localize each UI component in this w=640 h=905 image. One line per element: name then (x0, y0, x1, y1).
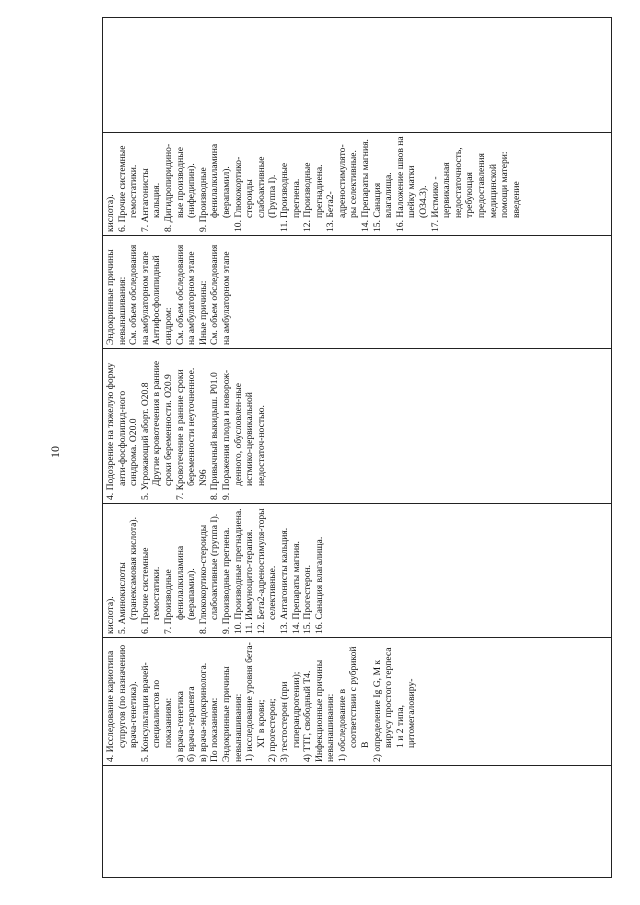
table-line: 5. Консультации врачей-специалистов по показаниям: (139, 662, 174, 762)
table-line: 14. Препараты магния. (360, 139, 372, 232)
table-line: Эндокринные причины невынашивания: (105, 249, 128, 345)
table-line: 6. Прочие системные гемостатики. (116, 145, 140, 232)
cell-treatment-b (103, 133, 612, 236)
table-line: 15. Прогестерон. (302, 564, 314, 634)
table-line: См. объем обследования на амбулаторном этапе (174, 244, 198, 345)
table-line: См. объем обследования на амбулаторном этапе (209, 244, 232, 345)
rotated-table-container (102, 18, 612, 878)
table-line: 3) тестостерон (при гиперандрогении); (278, 671, 302, 762)
cell-diagnoses (103, 349, 612, 504)
table-line: См. объем обследования на амбулаторном этапе (128, 244, 151, 345)
table-line: 7. Антагонисты кальция. (139, 168, 163, 232)
table-line: По показаниям: (209, 697, 221, 762)
table-line: б) врача-терапевта (186, 686, 198, 762)
cell-inpatient-exams (103, 236, 612, 349)
table-line: кислота). (105, 596, 116, 634)
table-line: 15. Санация влагалища. (371, 172, 395, 232)
empty-cell-right (103, 18, 612, 133)
table-line: Иные причины: (197, 280, 209, 345)
table-line: 2) определение Ig G, M к вирусу простого герпеса 1 и 2 типа, цитомегаловиру- (371, 647, 418, 762)
table-line: 6. Прочие системные гемостатики. (139, 547, 163, 634)
table-line: 11. Производные прегнена. (278, 162, 302, 232)
cell-treatment-a (103, 504, 612, 638)
table-line: 4. Исследование кариотипа супругов (по назначению врача-генетика). (105, 644, 140, 762)
table-line: Антифосфолипидный синдром: (151, 255, 174, 345)
table-line: Инфекционные причины невынашивания: (313, 659, 337, 762)
table-line: 1) исследование уровня бета-ХГ в крови; (244, 642, 267, 762)
table-line: 11. Иммуноцито-терапия. (244, 529, 256, 634)
table-line: 4) ТТГ, свободный Т4. (302, 670, 314, 762)
table-line: кислота). (105, 194, 116, 232)
table-line: 12. Производные прегнадиена. (302, 162, 325, 232)
cell-examinations (103, 638, 612, 766)
empty-cell-left (103, 766, 612, 878)
table-line: 5. Угрожающий аборт. O20.8 Другие кровотечения в ранние сроки беременности. O20.9 (139, 360, 174, 500)
table-line: 14. Препараты магния. (290, 541, 302, 634)
table-line: в) врача-эндокринолога. (197, 662, 209, 762)
table-line: 9. Поражения плода и новорож-денного, обусловлен-ные истмико-цервикальной недостаточ-ностью. (220, 369, 267, 500)
table-line: 16. Наложение швов на шейку матки (O34.3). (394, 136, 430, 232)
table-line: 4. Подозрение на тяжелую форму анти-фосфолипид-ного синдрома. O20.0 (105, 362, 140, 500)
table-line: 17. Истмико - цервикальная недостаточность, требующая предоставления медицинской помощи матери: введение (429, 147, 522, 232)
table-line: 8. Глюкокортико-стероиды слабоактивные (группа I). (197, 513, 221, 634)
table-line: 9. Производные фенилалкиламина (верапамил). (197, 143, 232, 232)
table-line: а) врача-генетика (174, 691, 186, 762)
table-line: 8. Привычный выкидыш. P01.0 (209, 372, 221, 500)
table-line: 7. Производные фенилалкиламина (верапамил). (162, 545, 198, 634)
table-line: Эндокринные причины невынашивания: (220, 666, 244, 762)
table-line: 16. Санация влагалища. (313, 536, 325, 634)
table-line: 5. Аминокислоты (транексамовая кислота). (116, 516, 140, 634)
table-line: 9. Производные прегнена. (220, 527, 232, 634)
table-line: 13. Бета2-адреностимулято-ры селективные. (325, 144, 360, 232)
table-line: 1) обследование в соответствии с рубрикой В (336, 646, 372, 762)
table-line: 8. Дигидропиридино-вые производные (нифедипин). (162, 143, 198, 232)
table-line: 7. Кровотечение в ранние сроки беременности неуточненное. N96 (174, 367, 209, 500)
table-line: 2) прогестерон; (267, 698, 279, 762)
table-line: 10. Производные прегнадиена. (232, 508, 244, 634)
table-line: 13. Антагонисты кальция. (278, 527, 290, 634)
table-line: 12. Бета2-адреностимуля-торы селективные. (255, 508, 279, 634)
page-number: 10 (48, 446, 62, 458)
clinical-protocol-table (102, 17, 612, 878)
table-line: 10. Глюкокортико-стероиды слабоактивные (Группа I). (232, 156, 279, 232)
